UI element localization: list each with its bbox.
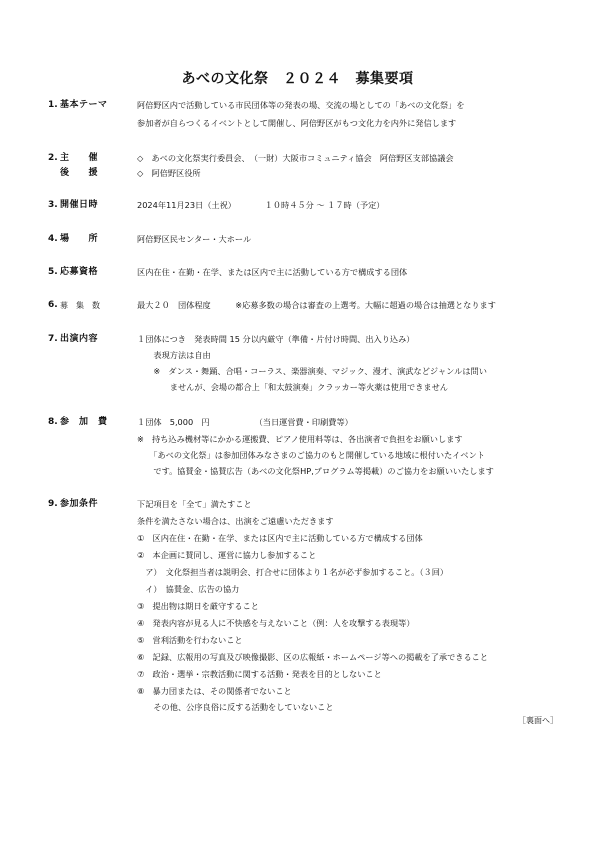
section-label: 応募資格: [60, 267, 99, 277]
section-label: 参加条件: [60, 499, 99, 509]
list-item: ⑥ 記録、広報用の写真及び映像撮影、区の広報紙・ホームページ等への掲載を了承できること: [137, 652, 489, 662]
section-text: 「あべの文化祭」は参加団体みなさまのご協力のもと開催している地域に根付いたイベント: [137, 450, 485, 460]
section-sub-label: 後 援: [60, 168, 99, 178]
continue-on-back-note: ［裏面へ］: [518, 716, 558, 725]
section-label: 主 催: [60, 153, 99, 163]
page-title: あべの文化祭 ２０２４ 募集要項: [181, 71, 414, 87]
list-item: ④ 発表内容が見る人に不快感を与えないこと（例：人を攻撃する表現等）: [137, 618, 415, 628]
section-number: 6.: [48, 300, 58, 310]
section-number: 5.: [48, 267, 58, 277]
section-number: 4.: [48, 234, 58, 244]
section-text: ◇ あべの文化祭実行委員会、 （一財）大阪市コミュニティ協会 阿倍野区支部協議会: [137, 153, 454, 163]
list-item: ③ 提出物は期日を厳守すること: [137, 601, 259, 611]
section-text: 阿倍野区内で活動している市民団体等の発表の場、交流の場としての「あべの文化祭」を: [137, 100, 465, 110]
section-label: 参 加 費: [60, 417, 108, 427]
section-text: ませんが、会場の都合上「和太鼓演奏」クラッカー等火薬は使用できません: [137, 382, 448, 392]
section-number: 2.: [48, 153, 58, 163]
list-item: ① 区内在住・在勤・在学、または区内で主に活動している方で構成する団体: [137, 533, 423, 543]
section-text: １団体につき 発表時間 15 分以内厳守（準備・片付け時間、出入り込み）: [137, 334, 415, 344]
section-text: 条件を満たさない場合は、出演をご遠慮いただきます: [137, 516, 334, 526]
section-text: ※ ダンス・舞踊、合唱・コーラス、楽器演奏、マジック、漫才、演武などジャンルは問い: [137, 366, 487, 376]
list-item: ⑤ 営利活動を行わないこと: [137, 635, 243, 645]
list-item: その他、公序良俗に反する活動をしていないこと: [137, 702, 334, 712]
section-text: です。協賛金・協賛広告（あべの文化祭HP,プログラム等掲載）のご協力をお願いいたします: [137, 466, 494, 476]
section-text: １団体 5,000 円 （当日運営費・印刷費等）: [137, 417, 353, 427]
section-number: 3.: [48, 200, 58, 210]
list-item: ② 本企画に賛同し、運営に協力し参加すること: [137, 550, 317, 560]
section-label: 場 所: [60, 234, 99, 244]
list-item: イ） 協賛金、広告の協力: [137, 584, 240, 594]
section-label: 開催日時: [60, 200, 99, 210]
section-number: 1.: [48, 100, 58, 110]
section-number: 7.: [48, 334, 58, 344]
section-text: ※ 持ち込み機材等にかかる運搬費、ピアノ使用料等は、各出演者で負担をお願いします: [137, 434, 463, 444]
section-text: 参加者が自らつくるイベントとして開催し、阿倍野区がもつ文化力を内外に発信します: [137, 118, 457, 128]
list-item: ⑧ 暴力団または、その関係者でないこと: [137, 686, 292, 696]
section-label: 募 集 数: [60, 301, 100, 310]
list-item: ア） 文化祭担当者は説明会、打合せに団体より１名が必ず参加すること。（３回）: [137, 567, 449, 577]
section-number: 9.: [48, 499, 58, 509]
section-label: 基本テーマ: [60, 100, 108, 110]
section-text: 区内在住・在勤・在学、または区内で主に活動している方で構成する団体: [137, 267, 408, 277]
section-text: 最大２０ 団体程度 ※応募多数の場合は審査の上選考。大幅に超過の場合は抽選となります: [137, 300, 496, 310]
section-text: ◇ 阿倍野区役所: [137, 168, 201, 178]
section-label: 出演内容: [60, 334, 99, 344]
section-text: 下記項目を「全て」満たすこと: [137, 499, 252, 509]
section-text: 阿倍野区民センター・大ホール: [137, 234, 252, 244]
section-text: 表現方法は自由: [137, 350, 211, 360]
list-item: ⑦ 政治・選挙・宗教活動に関する活動・発表を目的としないこと: [137, 669, 382, 679]
section-number: 8.: [48, 417, 58, 427]
section-text: 2024年11月23日（土祝） １０時４５分 ～ １７時（予定）: [137, 200, 385, 210]
